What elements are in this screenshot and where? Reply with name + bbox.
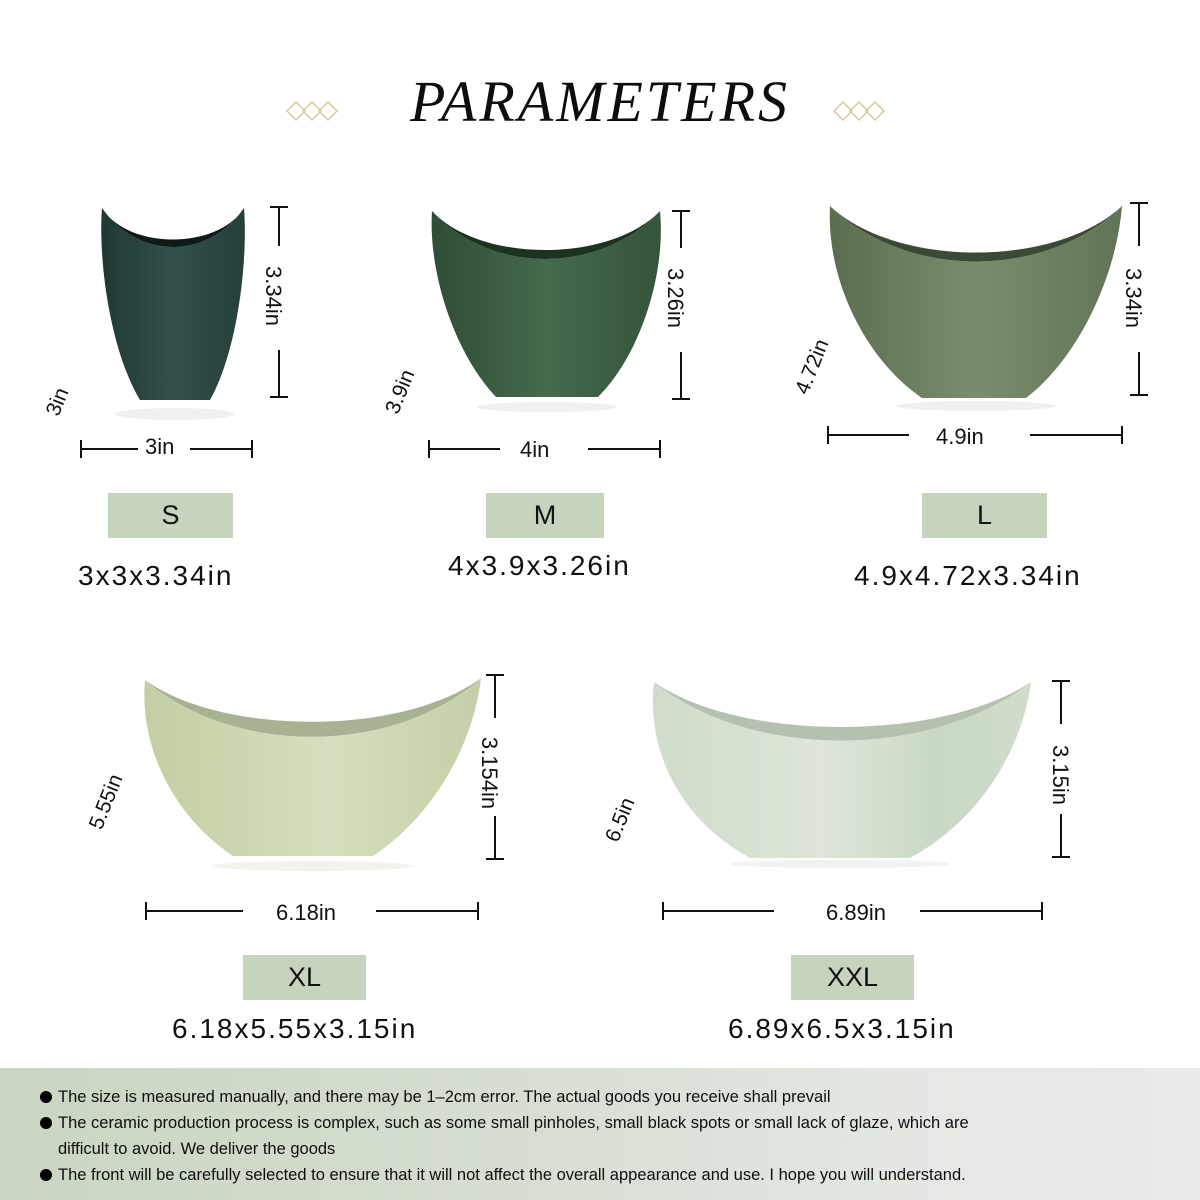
size-badge-xxl: XXL (791, 955, 914, 1000)
note-item: The front will be carefully selected to ensure that it will not affect the overall appearance and use. I hope you will understand. (40, 1162, 1200, 1188)
dimensions-text-m: 4x3.9x3.26in (448, 550, 631, 581)
note-item: The ceramic production process is complex, such as some small pinholes, small black spots or small lack of glaze, which are (40, 1110, 1200, 1136)
note-item: The size is measured manually, and there may be 1–2cm error. The actual goods you receive shall prevail (40, 1084, 1200, 1110)
depth-label-l: 4.72in (790, 335, 834, 398)
diamond-ornament-icon (830, 98, 890, 124)
bowl-image-xxl (650, 680, 1035, 865)
width-label-l: 4.9in (936, 424, 984, 449)
depth-label-s: 3in (41, 384, 74, 420)
dimensions-text-l: 4.9x4.72x3.34in (854, 560, 1082, 591)
bullet-icon (40, 1091, 52, 1103)
notes-panel (0, 1068, 1200, 1200)
dimensions-text-xxl: 6.89x6.5x3.15in (728, 1013, 956, 1044)
depth-label-xl: 5.55in (84, 770, 128, 833)
page-title: PARAMETERS (409, 69, 791, 134)
width-label-xl: 6.18in (276, 900, 336, 925)
size-badge-l: L (922, 493, 1047, 538)
height-label-s: 3.34in (260, 266, 286, 326)
width-label-m: 4in (520, 437, 550, 462)
height-label-l: 3.34in (1120, 268, 1146, 328)
size-badge-xl: XL (243, 955, 366, 1000)
width-label-s: 3in (145, 434, 175, 459)
height-label-m: 3.26in (662, 268, 688, 328)
height-label-xl: 3.154in (477, 736, 503, 810)
bowl-image-l (826, 200, 1126, 405)
bowl-image-xl (143, 676, 483, 866)
width-label-xxl: 6.89in (826, 900, 886, 925)
dimensions-text-xl: 6.18x5.55x3.15in (172, 1013, 418, 1044)
depth-label-xxl: 6.5in (601, 794, 640, 846)
bowl-image-m (420, 205, 670, 410)
bullet-icon (40, 1169, 52, 1181)
depth-label-m: 3.9in (381, 366, 420, 418)
size-badge-m: M (486, 493, 604, 538)
dimensions-text-s: 3x3x3.34in (78, 560, 234, 591)
bowl-image-s (78, 200, 268, 410)
bullet-icon (40, 1117, 52, 1129)
height-label-xxl: 3.15in (1047, 745, 1073, 805)
size-badge-s: S (108, 493, 233, 538)
note-item-continuation: difficult to avoid. We deliver the goods (58, 1140, 336, 1158)
